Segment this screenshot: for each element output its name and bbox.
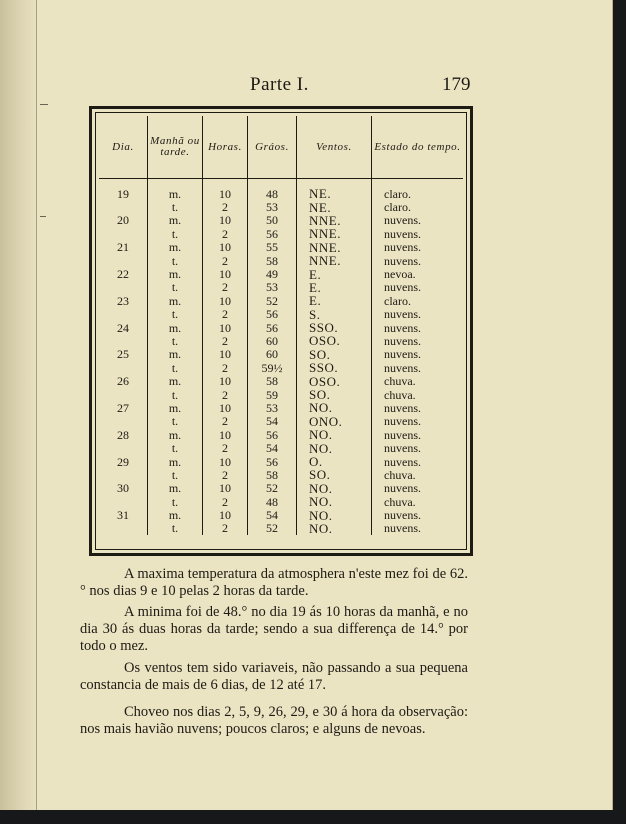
table-row: [99, 401, 463, 414]
cell-state: nuvens.: [384, 307, 421, 322]
cell-day: 24: [99, 321, 148, 334]
cell-state: nuvens.: [384, 427, 421, 442]
cell-day: 26: [99, 374, 148, 387]
cell-period: t.: [148, 227, 203, 240]
running-head: Parte I.: [250, 74, 309, 95]
cell-day: [99, 361, 148, 374]
cell-period: m.: [148, 455, 203, 468]
cell-period: t.: [148, 388, 203, 401]
cell-period: t.: [148, 415, 203, 428]
cell-deg: 56: [248, 428, 297, 441]
cell-wind: NO.: [297, 482, 372, 495]
cell-period: m.: [148, 321, 203, 334]
cell-wind: NNE.: [297, 254, 372, 267]
cell-period: m.: [148, 179, 203, 201]
cell-day: 23: [99, 294, 148, 307]
cell-state: nuvens.: [384, 213, 421, 228]
paragraph-max-temperature: [80, 566, 468, 600]
cell-day: [99, 334, 148, 347]
cell-day: [99, 281, 148, 294]
cell-period: t.: [148, 468, 203, 481]
cell-day: 27: [99, 401, 148, 414]
cell-hour: 2: [203, 441, 248, 454]
table-row: [99, 254, 463, 267]
cell-wind: SSO.: [297, 321, 372, 334]
cell-deg: 56: [248, 227, 297, 240]
cell-period: t.: [148, 254, 203, 267]
cell-day: 25: [99, 348, 148, 361]
cell-state: nuvens.: [384, 280, 421, 295]
cell-state: chuva.: [384, 467, 416, 482]
cell-deg: 48: [248, 179, 297, 201]
cell-wind: E.: [297, 281, 372, 294]
cell-deg: 50: [248, 214, 297, 227]
cell-deg: 59½: [248, 361, 297, 374]
paragraph-text: Os ventos tem sido variaveis, não passando a sua pequena constancia de mais de 6 dias, de 12 até 17.: [80, 660, 468, 693]
cell-hour: 10: [203, 241, 248, 254]
cell-deg: 54: [248, 441, 297, 454]
table-row: [99, 522, 463, 535]
cell-wind: NO.: [297, 428, 372, 441]
cell-day: 31: [99, 508, 148, 521]
table-row: [99, 227, 463, 240]
paragraph-text: Choveo nos dias 2, 5, 9, 26, 29, e 30 á hora da observação: nos mais havião nuvens; poucos claros; e alguns de nevoas.: [80, 704, 468, 737]
cell-wind: OSO.: [297, 334, 372, 347]
table-row: [99, 321, 463, 334]
cell-deg: 52: [248, 294, 297, 307]
cell-period: t.: [148, 334, 203, 347]
cell-wind: S.: [297, 308, 372, 321]
table-row: [99, 482, 463, 495]
cell-wind: SO.: [297, 388, 372, 401]
cell-hour: 10: [203, 214, 248, 227]
paragraph-min-temperature: [80, 604, 468, 655]
cell-wind: E.: [297, 294, 372, 307]
cell-state: nuvens.: [384, 508, 421, 523]
cell-wind: ONO.: [297, 415, 372, 428]
cell-state: chuva.: [384, 494, 416, 509]
column-header-period: Manhã ou tarde.: [148, 116, 203, 179]
cell-day: [99, 441, 148, 454]
cell-day: 22: [99, 267, 148, 280]
cell-deg: 58: [248, 374, 297, 387]
cell-day: [99, 308, 148, 321]
cell-period: m.: [148, 241, 203, 254]
paragraph-text: A maxima temperatura da atmosphera n'este mez foi de 62.° nos dias 9 e 10 pelas 2 horas da tarde.: [80, 566, 468, 599]
cell-period: t.: [148, 495, 203, 508]
cell-state: nuvens.: [384, 320, 421, 335]
table-row: [99, 294, 463, 307]
column-header-day: Dia.: [99, 116, 148, 179]
table-row: [99, 495, 463, 508]
cell-day: [99, 200, 148, 213]
cell-state: nuvens.: [384, 400, 421, 415]
cell-day: [99, 468, 148, 481]
cell-day: 28: [99, 428, 148, 441]
cell-deg: 54: [248, 415, 297, 428]
cell-wind: NE.: [297, 200, 372, 213]
cell-deg: 58: [248, 254, 297, 267]
cell-wind: NNE.: [297, 227, 372, 240]
cell-deg: 56: [248, 308, 297, 321]
margin-mark: [40, 216, 46, 217]
cell-hour: 2: [203, 254, 248, 267]
cell-period: t.: [148, 281, 203, 294]
cell-wind: NNE.: [297, 214, 372, 227]
cell-wind: NE.: [297, 179, 372, 201]
table-row: [99, 468, 463, 481]
cell-period: m.: [148, 482, 203, 495]
table-row: [99, 308, 463, 321]
cell-state: chuva.: [384, 387, 416, 402]
cell-state: claro.: [384, 186, 411, 201]
cell-state: nuvens.: [384, 347, 421, 362]
cell-deg: 56: [248, 455, 297, 468]
cell-deg: 59: [248, 388, 297, 401]
page-gutter: [0, 0, 37, 810]
paragraph-text: A minima foi de 48.° no dia 19 ás 10 horas da manhã, e no dia 30 ás duas horas da tarde; sendo a sua differença de 14.° por todo o mez.: [80, 604, 468, 654]
cell-state: nuvens.: [384, 226, 421, 241]
cell-state: nuvens.: [384, 454, 421, 469]
cell-day: [99, 254, 148, 267]
column-header-degrees: Gráos.: [248, 116, 297, 179]
cell-wind: O.: [297, 455, 372, 468]
cell-wind: NO.: [297, 441, 372, 454]
cell-period: m.: [148, 374, 203, 387]
cell-period: t.: [148, 522, 203, 535]
cell-period: m.: [148, 294, 203, 307]
cell-period: t.: [148, 308, 203, 321]
table-row: [99, 508, 463, 521]
cell-deg: 53: [248, 200, 297, 213]
cell-deg: 53: [248, 401, 297, 414]
table-header-row: [99, 116, 463, 179]
cell-hour: 10: [203, 428, 248, 441]
table-row: [99, 214, 463, 227]
table-row: [99, 179, 463, 201]
cell-hour: 10: [203, 348, 248, 361]
table-row: [99, 388, 463, 401]
cell-hour: 2: [203, 388, 248, 401]
weather-table-frame: [89, 106, 473, 556]
table-row: [99, 374, 463, 387]
paragraph-winds: [80, 660, 468, 694]
cell-deg: 53: [248, 281, 297, 294]
cell-deg: 52: [248, 522, 297, 535]
cell-wind: NO.: [297, 522, 372, 535]
cell-state: nevoa.: [384, 267, 416, 282]
column-header-hours: Horas.: [203, 116, 248, 179]
cell-state: nuvens.: [384, 360, 421, 375]
cell-deg: 56: [248, 321, 297, 334]
cell-day: 19: [99, 179, 148, 201]
cell-wind: NO.: [297, 495, 372, 508]
cell-state: nuvens.: [384, 521, 421, 536]
weather-table: [99, 116, 463, 535]
cell-state: nuvens.: [384, 240, 421, 255]
cell-deg: 52: [248, 482, 297, 495]
cell-state: nuvens.: [384, 481, 421, 496]
cell-hour: 10: [203, 179, 248, 201]
cell-state: claro.: [384, 293, 411, 308]
cell-wind: NNE.: [297, 241, 372, 254]
cell-hour: 10: [203, 482, 248, 495]
cell-hour: 10: [203, 401, 248, 414]
table-row: [99, 361, 463, 374]
cell-hour: 10: [203, 267, 248, 280]
cell-hour: 2: [203, 227, 248, 240]
cell-state: nuvens.: [384, 333, 421, 348]
cell-hour: 2: [203, 522, 248, 535]
cell-day: [99, 227, 148, 240]
cell-day: [99, 415, 148, 428]
cell-period: m.: [148, 401, 203, 414]
cell-period: m.: [148, 428, 203, 441]
table-row: [99, 348, 463, 361]
cell-state: nuvens.: [384, 414, 421, 429]
cell-hour: 2: [203, 200, 248, 213]
cell-day: 20: [99, 214, 148, 227]
cell-hour: 10: [203, 455, 248, 468]
table-row: [99, 241, 463, 254]
page-number: 179: [442, 74, 471, 95]
cell-period: t.: [148, 361, 203, 374]
cell-wind: SO.: [297, 348, 372, 361]
cell-deg: 55: [248, 241, 297, 254]
table-row: [99, 415, 463, 428]
cell-deg: 48: [248, 495, 297, 508]
column-header-winds: Ventos.: [297, 116, 372, 179]
cell-deg: 60: [248, 348, 297, 361]
cell-state: chuva.: [384, 374, 416, 389]
cell-wind: SO.: [297, 468, 372, 481]
table-row: [99, 200, 463, 213]
cell-hour: 2: [203, 361, 248, 374]
cell-period: t.: [148, 200, 203, 213]
cell-period: m.: [148, 214, 203, 227]
cell-period: m.: [148, 508, 203, 521]
cell-state: nuvens.: [384, 441, 421, 456]
table-row: [99, 281, 463, 294]
cell-period: m.: [148, 348, 203, 361]
cell-period: t.: [148, 441, 203, 454]
cell-hour: 10: [203, 321, 248, 334]
cell-wind: NO.: [297, 508, 372, 521]
cell-deg: 60: [248, 334, 297, 347]
cell-hour: 2: [203, 334, 248, 347]
cell-wind: SSO.: [297, 361, 372, 374]
cell-deg: 58: [248, 468, 297, 481]
paragraph-rain: [80, 704, 468, 738]
cell-deg: 54: [248, 508, 297, 521]
table-row: [99, 428, 463, 441]
table-row: [99, 441, 463, 454]
cell-hour: 2: [203, 468, 248, 481]
cell-wind: OSO.: [297, 374, 372, 387]
table-row: [99, 267, 463, 280]
cell-day: [99, 522, 148, 535]
column-header-weather: Estado do tempo.: [372, 116, 464, 179]
table-row: [99, 334, 463, 347]
cell-hour: 10: [203, 508, 248, 521]
cell-day: [99, 495, 148, 508]
cell-state: claro.: [384, 200, 411, 215]
cell-hour: 2: [203, 308, 248, 321]
cell-day: 29: [99, 455, 148, 468]
cell-hour: 2: [203, 415, 248, 428]
cell-day: 30: [99, 482, 148, 495]
cell-wind: NO.: [297, 401, 372, 414]
cell-period: m.: [148, 267, 203, 280]
cell-day: 21: [99, 241, 148, 254]
cell-hour: 2: [203, 495, 248, 508]
margin-mark: [40, 104, 48, 105]
cell-day: [99, 388, 148, 401]
cell-hour: 10: [203, 374, 248, 387]
cell-deg: 49: [248, 267, 297, 280]
cell-wind: E.: [297, 267, 372, 280]
cell-hour: 2: [203, 281, 248, 294]
table-row: [99, 455, 463, 468]
cell-state: nuvens.: [384, 253, 421, 268]
page-header: [0, 74, 612, 98]
cell-hour: 10: [203, 294, 248, 307]
